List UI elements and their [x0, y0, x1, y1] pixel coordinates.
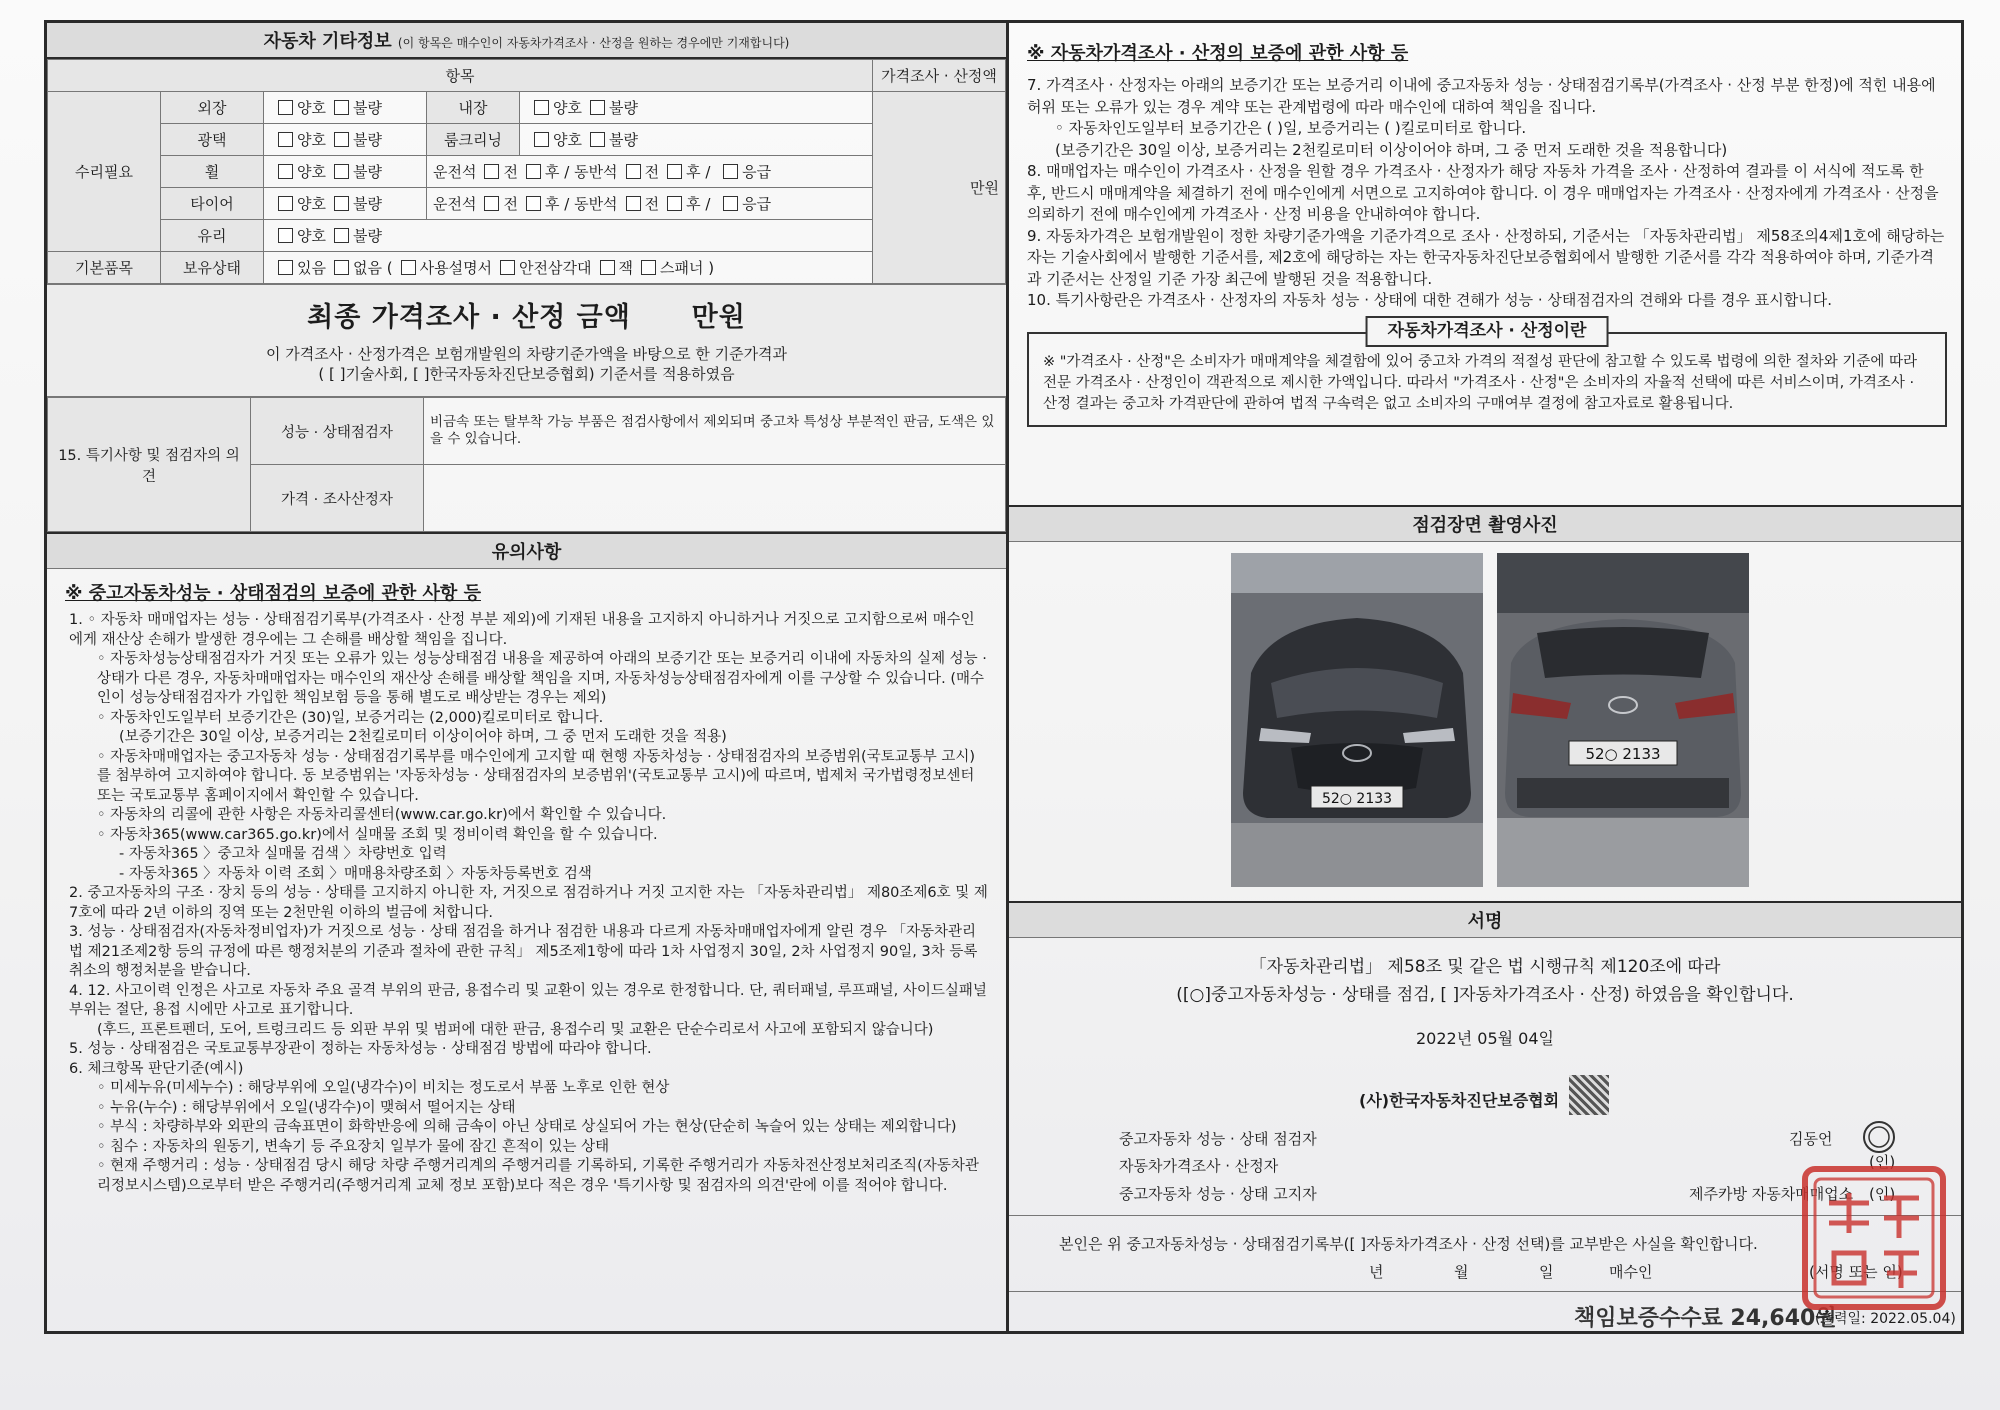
guarantee-line: ◦ 자동차인도일부터 보증기간은 ( )일, 보증거리는 ( )킬로미터로 합니다.	[1055, 119, 1527, 137]
month-label: 월	[1454, 1263, 1469, 1281]
wheel-good-checkbox[interactable]	[278, 164, 293, 179]
note-line: 4. 12. 사고이력 인정은 사고로 자동차 주요 골격 부위의 판금, 용접수리 및 교환이 있는 경우로 한정합니다. 단, 쿼터패널, 루프패널, 사이드실패널 부위는 절단, 용접 시에만 사고로 표기합니다.	[69, 982, 987, 1018]
concept-box	[1027, 320, 1947, 427]
guarantee-line: 10. 특기사항란은 가격조사 · 산정자의 자동차 성능 · 상태에 대한 견해가 성능 · 상태점검자의 견해와 다를 경우 표시합니다.	[1027, 291, 1833, 309]
glass-bad-checkbox[interactable]	[334, 228, 349, 243]
concept-label: 자동차가격조사 · 산정이란	[1366, 316, 1609, 347]
tire-emergency[interactable]	[723, 196, 738, 211]
inspector-opinion-text: 비금속 또는 탈부착 가능 부품은 점검사항에서 제외되며 중고차 특성상 부분적인 판금, 도색은 있을 수 있습니다.	[424, 398, 1006, 465]
note-line: ◦ 부식 : 차량하부와 외판의 금속표면이 화학반응에 의해 금속이 아닌 상태로 상실되어 가는 현상(단순히 녹슬어 있는 상태는 제외합니다)	[97, 1119, 957, 1135]
association-name: (사)한국자동차진단보증협회	[1359, 1091, 1560, 1110]
tire-driver-front[interactable]	[484, 196, 499, 211]
form-frame	[44, 20, 1964, 1334]
signature-line1: 「자동차관리법」 제58조 및 같은 법 시행규칙 제120조에 따라	[1249, 957, 1721, 977]
jack-checkbox[interactable]	[600, 260, 615, 275]
tire-good-checkbox[interactable]	[278, 196, 293, 211]
buyer-label: 매수인	[1609, 1263, 1653, 1281]
polish-good-checkbox[interactable]	[278, 132, 293, 147]
guarantee-line: 8. 매매업자는 매수인이 가격조사 · 산정을 원할 경우 가격조사 · 산정자가 해당 자동차 가격을 조사 · 산정하여 결과를 이 서식에 적도록 한 후, 반드시 매매계약을 체결하기 전에 매수인에게 서면으로 고지하여야 합니다. 이 경우 매매업자는 가격조사 · 산정자에게 가격조사 · 산정을 의뢰하기 전에 매수인에게 가격조사 · 산정 비용을 안내하여야 합니다.	[1027, 162, 1939, 223]
inspector-seal: (인)	[1869, 1153, 1896, 1171]
col-price-header: 가격조사 · 산정액	[873, 60, 1006, 92]
polish-label: 광택	[161, 124, 264, 156]
note-line: ◦ 자동차의 리콜에 관한 사항은 자동차리콜센터(www.car.go.kr)에서 확인할 수 있습니다.	[97, 807, 667, 823]
tire-driver-rear[interactable]	[526, 196, 541, 211]
cleaning-good-checkbox[interactable]	[534, 132, 549, 147]
front-plate: 52○ 2133	[1321, 791, 1393, 807]
year-label: 년	[1369, 1263, 1384, 1281]
special-notes-table	[47, 397, 1006, 532]
wheel-pass-front[interactable]	[626, 164, 641, 179]
rear-photo	[1497, 553, 1749, 887]
exterior-good-checkbox[interactable]	[278, 100, 293, 115]
print-date: (출력일: 2022.05.04)	[1815, 1311, 1956, 1327]
appraiser-opinion-label: 가격 · 조사산정자	[251, 465, 424, 532]
interior-good-checkbox[interactable]	[534, 100, 549, 115]
notes-title: ※ 중고자동차성능 · 상태점검의 보증에 관한 사항 등	[65, 583, 481, 604]
wheel-pass-rear[interactable]	[667, 164, 682, 179]
other-info-note: (이 항목은 매수인이 자동차가격조사 · 산정을 원하는 경우에만 기재합니다)	[397, 36, 790, 50]
have-checkbox[interactable]	[278, 260, 293, 275]
right-column	[1009, 23, 1961, 1331]
interior-bad-checkbox[interactable]	[590, 100, 605, 115]
cleaning-bad-checkbox[interactable]	[590, 132, 605, 147]
notes-header: 유의사항	[47, 532, 1006, 569]
appraiser-label: 자동차가격조사 · 산정자	[1119, 1157, 1279, 1175]
final-price-line1: 이 가격조사 · 산정가격은 보험개발원의 차량기준가액을 바탕으로 한 기준가격과	[265, 345, 788, 363]
wheel-label: 휠	[161, 156, 264, 188]
final-price-unit: 만원	[691, 302, 746, 333]
signature-line2: ([○]중고자동차성능 · 상태를 점검, [ ]자동차가격조사 · 산정) 하였음을 확인합니다.	[1176, 985, 1794, 1005]
buyer-confirm-text: 본인은 위 중고자동차성능 · 상태점검기록부([ ]자동차가격조사 · 산정 선택)를 교부받은 사실을 확인합니다.	[1059, 1235, 1758, 1253]
room-cleaning-label: 룸크리닝	[427, 124, 520, 156]
note-line: ◦ 자동차인도일부터 보증기간은 (30)일, 보증거리는 (2,000)킬로미터로 합니다.	[97, 709, 604, 726]
front-photo	[1231, 553, 1483, 887]
note-line: (보증기간은 30일 이상, 보증거리는 2천킬로미터 이상이어야 하며, 그 중 먼저 도래한 것을 적용)	[119, 729, 727, 745]
left-column	[47, 23, 1009, 1331]
note-line: ◦ 침수 : 자동차의 원동기, 변속기 등 주요장치 일부가 물에 잠긴 흔적이 있는 상태	[97, 1138, 610, 1155]
special-notes-label: 15. 특기사항 및 점검자의 의견	[48, 398, 251, 532]
note-line: ◦ 자동차성능상태점검자가 거짓 또는 오류가 있는 성능상태점검 내용을 제공하여 아래의 보증기간 또는 보증거리 이내에 자동차의 실제 성능 · 상태가 다른 경우, 자동차매매업자는 매수인의 재산상 손해를 배상할 책임을 지며, 자동차성능상태점검자에게 이를 구상할 수 있습니다. (매수인이 성능상태점검자가 가입한 책임보험 등을 통해 별도로 배상받는 경우는 제외)	[97, 651, 987, 706]
other-info-title: 자동차 기타정보	[263, 31, 392, 52]
note-line: - 자동차365 〉자동차 이력 조회 〉매매용차량조회 〉자동차등록번호 검색	[119, 865, 592, 882]
glass-label: 유리	[161, 220, 264, 252]
note-line: ◦ 자동차매매업자는 중고자동차 성능 · 상태점검기록부를 매수인에게 고지할 때 현행 자동차성능 · 상태점검자의 보증범위(국토교통부 고시)를 첨부하여 고지하여야 합니다. 동 보증범위는 '자동차성능 · 상태점검자의 보증범위'(국토교통부 고시)에 따르며, 법제처 국가법령정보센터 또는 국토교통부 홈페이지에서 확인할 수 있습니다.	[97, 748, 975, 804]
basic-items-label: 기본품목	[48, 252, 161, 284]
notifier-label: 중고자동차 성능 · 상태 고지자	[1119, 1185, 1317, 1203]
exterior-bad-checkbox[interactable]	[334, 100, 349, 115]
guarantee-fee: 책임보증수수료 24,640원	[1574, 1306, 1837, 1331]
tire-label: 타이어	[161, 188, 264, 220]
tire-positions: 운전석 전 후 / 동반석 전 후 / 응급	[427, 188, 873, 220]
guarantee-line: 9. 자동차가격은 보험개발원이 정한 차량기준가액을 기준가격으로 조사 · 산정하되, 기준서는 「자동차관리법」 제58조의4제1호에 해당하는 자는 기술사회에서 발행한 기준서를, 제2호에 해당하는 자는 한국자동차진단보증협회에서 발행한 기준서를 각각 적용하여야 하며, 기준가격과 기준서는 산정일 기준 가장 최근에 발행된 것을 적용합니다.	[1027, 226, 1945, 288]
wheel-emergency[interactable]	[723, 164, 738, 179]
tire-pass-front[interactable]	[626, 196, 641, 211]
qr-code-icon	[1569, 1075, 1609, 1115]
price-amount-cell	[873, 92, 1006, 284]
guarantee-line: (보증기간은 30일 이상, 보증거리는 2천킬로미터 이상이어야 하며, 그 중 먼저 도래한 것을 적용합니다)	[1055, 140, 1728, 159]
inspector-name: 김동언	[1789, 1130, 1833, 1148]
day-label: 일	[1539, 1263, 1554, 1281]
note-line: ◦ 누유(누수) : 해당부위에서 오일(냉각수)이 맺혀서 떨어지는 상태	[97, 1099, 516, 1116]
notes-body	[47, 611, 1006, 1196]
inspector-opinion-label: 성능 · 상태점검자	[251, 398, 424, 465]
note-line: 6. 체크항목 판단기준(예시)	[69, 1060, 244, 1077]
none-checkbox[interactable]	[334, 260, 349, 275]
wheel-driver-rear[interactable]	[526, 164, 541, 179]
tire-pass-rear[interactable]	[667, 196, 682, 211]
buyer-sign-label: (서명 또는 인)	[1809, 1263, 1903, 1281]
notifier-name: 제주카방 자동차매매업소	[1689, 1185, 1854, 1203]
final-price-title: 최종 가격조사 · 산정 금액	[307, 302, 631, 333]
appraiser-opinion-text	[424, 465, 1006, 532]
photo-header: 점검장면 촬영사진	[1009, 505, 1961, 542]
other-info-header	[47, 23, 1006, 59]
wheel-positions: 운전석 전 후 / 동반석 전 후 / 응급	[427, 156, 873, 188]
wheel-driver-front[interactable]	[484, 164, 499, 179]
note-line: 1. ◦ 자동차 매매업자는 성능 · 상태점검기록부(가격조사 · 산정 부분 제외)에 기재된 내용을 고지하지 아니하거나 거짓으로 고지함으로써 매수인에게 재산상 손해가 발생한 경우에는 그 손해를 배상할 책임을 집니다.	[69, 612, 975, 648]
interior-label: 내장	[427, 92, 520, 124]
signature-date: 2022년 05월 04일	[1416, 1029, 1554, 1048]
inspector-label: 중고자동차 성능 · 상태 점검자	[1119, 1130, 1317, 1148]
spanner-checkbox[interactable]	[641, 260, 656, 275]
note-line: ◦ 자동차365(www.car365.go.kr)에서 실매물 조회 및 정비이력 확인을 할 수 있습니다.	[97, 826, 658, 843]
note-line: 2. 중고자동차의 구조 · 장치 등의 성능 · 상태를 고지하지 아니한 자, 거짓으로 점검하거나 거짓 고지한 자는 「자동차관리법」 제80조제6호 및 제7호에 따라 2년 이하의 징역 또는 2천만원 이하의 벌금에 처합니다.	[69, 885, 988, 921]
wheel-bad-checkbox[interactable]	[334, 164, 349, 179]
final-price-section	[47, 284, 1006, 397]
note-line: 5. 성능 · 상태점검은 국토교통부장관이 정하는 자동차성능 · 상태점검 방법에 따라야 합니다.	[69, 1041, 652, 1057]
exterior-label: 외장	[161, 92, 264, 124]
manual-checkbox[interactable]	[401, 260, 416, 275]
notifier-seal: (인)	[1869, 1185, 1896, 1203]
price-unit: 만원	[970, 179, 999, 197]
inspector-seal-icon	[1861, 1119, 1897, 1155]
triangle-checkbox[interactable]	[500, 260, 515, 275]
note-line: (후드, 프론트펜더, 도어, 트렁크리드 등 외판 부위 및 범퍼에 대한 판금, 용접수리 및 교환은 단순수리로서 사고에 포함되지 않습니다)	[97, 1021, 934, 1038]
col-item-header: 항목	[48, 60, 873, 92]
signature-header: 서명	[1009, 901, 1961, 938]
possession-options: 있음 없음 ( 사용설명서 안전삼각대 잭 스패너 )	[264, 252, 873, 284]
note-line: ◦ 현재 주행거리 : 성능 · 상태점검 당시 해당 차량 주행거리계의 주행거리를 기록하되, 기록한 주행거리가 자동차전산정보처리조직(자동차관리정보시스템)으로부터 받은 주행거리(주행거리계 교체 정보 포함)보다 적은 경우 '특기사항 및 점검자의 의견'란에 이를 적어야 합니다.	[97, 1158, 979, 1194]
note-line: 3. 성능 · 상태점검자(자동차정비업자)가 거짓으로 성능 · 상태 점검을 하거나 점검한 내용과 다르게 자동차매매업자에게 알린 경우 「자동차관리법 제21조제2항 등의 규정에 따른 행정처분의 기준과 절차에 관한 규칙」 제5조제1항에 따라 1차 사업정지 30일, 2차 사업정지 90일, 3차 등록취소의 행정처분을 받습니다.	[69, 924, 978, 979]
polish-bad-checkbox[interactable]	[334, 132, 349, 147]
note-line: ◦ 미세누유(미세누수) : 해당부위에 오일(냉각수)이 비치는 정도로서 부품 노후로 인한 현상	[97, 1080, 670, 1096]
repair-needed-label: 수리필요	[48, 92, 161, 252]
final-price-line2: ( [ ]기술사회, [ ]한국자동차진단보증협회) 기준서를 적용하였음	[318, 365, 735, 383]
rear-plate: 52○ 2133	[1585, 745, 1661, 763]
possession-label: 보유상태	[161, 252, 264, 284]
note-line: - 자동차365 〉중고차 실매물 검색 〉차량번호 입력	[119, 846, 447, 862]
other-info-table: 항목 가격조사 · 산정액 수리필요 외장 양호 불량 내장 양호 불량 만원 광택 양호 불량 룸크리닝 양호 불량 휠 양호 불량 운전석 전 후 / 동반석 전 후 / 응급 타이어 양호 불량 운전석 전 후 / 동반석 전 후 / 응급 유리 양호 불량 기본품목 보유상태 있음 없음 ( 사용설명서 안전삼각대 잭 스패너 )	[47, 59, 1006, 284]
tire-bad-checkbox[interactable]	[334, 196, 349, 211]
glass-good-checkbox[interactable]	[278, 228, 293, 243]
company-stamp-icon	[1799, 1163, 1949, 1313]
concept-text: ※ "가격조사 · 산정"은 소비자가 매매계약을 체결함에 있어 중고차 가격의 적절성 판단에 참고할 수 있도록 법령에 의한 절차와 기준에 따라 전문 가격조사 · 산정인이 객관적으로 제시한 가액입니다. 따라서 "가격조사 · 산정"은 소비자의 자율적 선택에 따른 서비스이며, 가격조사 · 산정 결과는 중고차 가격판단에 관하여 법적 구속력은 없고 소비자의 구매여부 결정에 참고자료로 활용됩니다.	[1043, 353, 1918, 412]
guarantee-line: 7. 가격조사 · 산정자는 아래의 보증기간 또는 보증거리 이내에 중고자동차 성능 · 상태점검기록부(가격조사 · 산정 부분 한정)에 적힌 내용에 허위 또는 오류가 있는 경우 계약 또는 관계법령에 따라 매수인에 대하여 책임을 집니다.	[1027, 76, 1936, 116]
price-guarantee-title: ※ 자동차가격조사 · 산정의 보증에 관한 사항 등	[1027, 43, 1409, 64]
price-guarantee-body	[1009, 75, 1961, 312]
